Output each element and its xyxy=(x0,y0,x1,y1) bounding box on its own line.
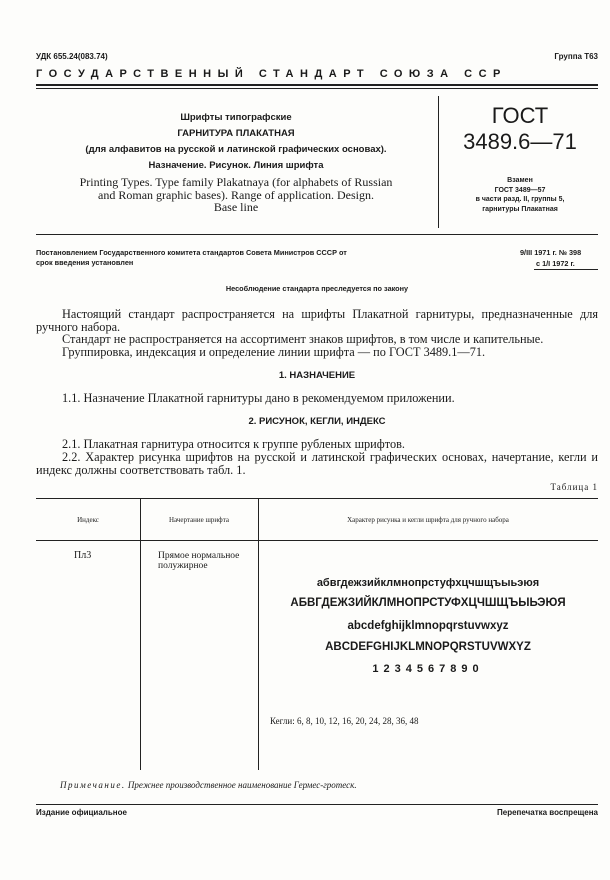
specimen-digits: 1234567890 xyxy=(372,663,484,675)
paragraph-group: 2.1. Плакатная гарнитура относится к группе рубленых шрифтов. xyxy=(62,437,405,451)
effective-date: с 1/I 1972 г. xyxy=(536,259,575,268)
paragraph-design: 2.2. Характер рисунка шрифтов на русской и латинской графических основах, начертание, кегли и индекс должны соответствовать табл. 1. xyxy=(36,450,598,477)
title-ru-line2: ГАРНИТУРА ПЛАКАТНАЯ xyxy=(177,128,295,139)
section-heading-design: 2. РИСУНОК, КЕГЛИ, ИНДЕКС xyxy=(248,416,386,427)
table-cell-index: Пл3 xyxy=(74,550,92,561)
replaces-line3: в части разд. II, группы 5, xyxy=(475,196,565,203)
table-header-style: Начертание шрифта xyxy=(169,516,229,524)
official-edition: Издание официальное xyxy=(36,808,127,817)
table-header-index: Индекс xyxy=(77,516,99,524)
header-rule-top xyxy=(36,84,598,86)
table-header-design: Характер рисунка и кегли шрифта для ручного набора xyxy=(347,516,509,524)
group-code: Группа Т63 xyxy=(554,52,598,61)
table-header-rule xyxy=(36,540,598,541)
gost-divider xyxy=(438,96,439,228)
title-russian xyxy=(36,110,436,174)
specimen-latin-uppercase: ABCDEFGHIJKLMNOPQRSTUVWXYZ xyxy=(325,641,531,653)
paragraph-scope: Настоящий стандарт распространяется на шрифты Плакатной гарнитуры, предназначенные для ручного набора. xyxy=(36,307,598,334)
title-ru-line1: Шрифты типографские xyxy=(180,112,292,123)
table-label: Таблица 1 xyxy=(550,482,598,492)
decree-text: Постановлением Государственного комитета стандартов Совета Министров СССР от xyxy=(36,248,347,257)
specimen-cyrillic-uppercase: АБВГДЕЖЗИЙКЛМНОПРСТУФХЦЧШЩЪЫЬЭЮЯ xyxy=(290,597,566,609)
gost-number: 3489.6—71 xyxy=(463,129,577,154)
header-rule-bottom xyxy=(36,88,598,89)
replaces-block xyxy=(440,176,600,214)
effective-date-underline xyxy=(534,269,598,270)
decree-date: 9/III 1971 г. № 398 xyxy=(520,248,582,257)
note-text: Прежнее производственное наименование Гермес-гротеск. xyxy=(127,780,357,790)
section-heading-purpose: 1. НАЗНАЧЕНИЕ xyxy=(278,370,356,381)
specimen-latin-lowercase: abcdefghijklmnopqrstuvwxyz xyxy=(347,620,509,632)
title-ru-line3: (для алфавитов на русской и латинской графических основах). xyxy=(85,144,387,155)
note xyxy=(60,780,357,790)
type-sizes: Кегли: 6, 8, 10, 12, 16, 20, 24, 28, 36, 48 xyxy=(270,716,419,726)
gost-label: ГОСТ xyxy=(491,103,549,128)
footer-rule xyxy=(36,804,598,805)
replaces-line4: гарнитуры Плакатная xyxy=(482,205,558,213)
title-en-line1: Printing Types. Type family Plakatnaya (for alphabets of Russian xyxy=(79,175,393,189)
paragraph-exclusion: Стандарт не распространяется на ассортимент знаков шрифтов, в том числе и капительные. xyxy=(62,332,544,346)
table-top-rule xyxy=(36,498,598,499)
paragraph-purpose: 1.1. Назначение Плакатной гарнитуры дано в рекомендуемом приложении. xyxy=(62,391,455,405)
paragraph-grouping: Группировка, индексация и определение линии шрифта — по ГОСТ 3489.1—71. xyxy=(62,345,486,359)
table-col-divider-2 xyxy=(258,498,259,770)
law-note: Несоблюдение стандарта преследуется по закону xyxy=(225,284,409,293)
effective-date-label: срок введения установлен xyxy=(36,258,134,267)
reprint-prohibited: Перепечатка воспрещена xyxy=(497,808,598,817)
title-en-line3: Base line xyxy=(213,200,259,214)
state-standard-banner: ГОСУДАРСТВЕННЫЙ СТАНДАРТ СОЮЗА ССР xyxy=(36,68,507,80)
title-rule xyxy=(36,234,598,235)
udk-code: УДК 655.24(083.74) xyxy=(36,52,108,61)
replaces-line1: Взамен xyxy=(507,177,533,184)
specimen-cyrillic-lowercase: абвгдежзийклмнопрстуфхцчшщъыьэюя xyxy=(316,577,540,589)
replaces-line2: ГОСТ 3489—57 xyxy=(494,186,546,194)
table-cell-style: Прямое нормальное полужирное xyxy=(158,551,240,571)
table-col-divider-1 xyxy=(140,498,141,770)
title-ru-line4: Назначение. Рисунок. Линия шрифта xyxy=(148,160,324,171)
note-label: Примечание. xyxy=(60,780,126,790)
title-en-line2: and Roman graphic bases). Range of application. Design. xyxy=(98,187,374,202)
title-english xyxy=(36,176,436,214)
